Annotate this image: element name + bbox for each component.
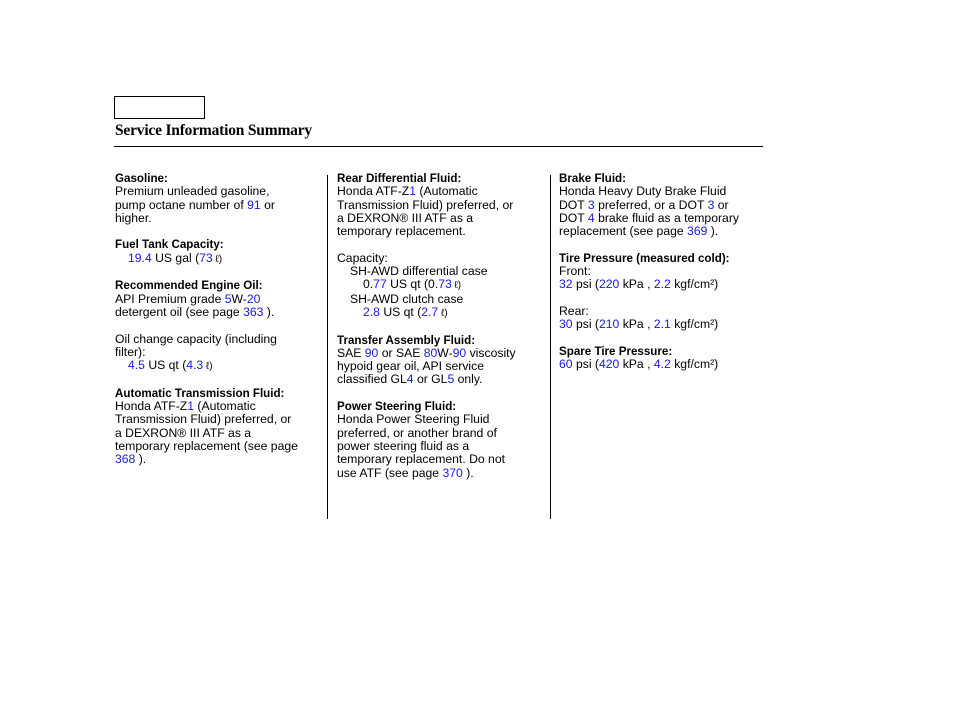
column-1	[115, 172, 323, 480]
text: ).	[135, 452, 147, 467]
column-divider-2	[550, 175, 551, 519]
diff-case-value	[337, 278, 547, 292]
text: only.	[454, 372, 483, 387]
front-kpa: 220	[598, 277, 620, 292]
spare-psi: 60	[559, 357, 573, 372]
text: brake fluid as a temporary	[594, 210, 739, 225]
fuel-tank-heading: Fuel Tank Capacity:	[115, 238, 224, 252]
page-title: Service Information Summary	[115, 122, 312, 139]
rear-diff-line-3: a DEXRON® III ATF as a	[337, 210, 474, 225]
text: 0.	[363, 277, 374, 292]
text: SAE	[337, 345, 365, 360]
gl-2: 5	[447, 372, 455, 387]
text: API Premium grade	[115, 291, 225, 306]
clutch-case-value	[337, 306, 547, 320]
text: kgf/cm²)	[670, 317, 719, 332]
oil-capacity-line-1: Oil change capacity (including	[115, 331, 277, 346]
atf-line-2: Transmission Fluid) preferred, or	[115, 412, 292, 427]
brake-line-3	[559, 212, 764, 225]
brake-section	[559, 172, 764, 238]
page-ref-369[interactable]: 369	[687, 224, 708, 239]
text: psi (	[572, 317, 599, 332]
column-3	[559, 172, 764, 385]
spacer	[115, 319, 323, 332]
text: pump octane number of	[115, 197, 248, 212]
text: (Automatic	[416, 184, 478, 199]
text: classified GL	[337, 372, 407, 387]
column-2	[337, 172, 547, 493]
text: or	[260, 197, 275, 212]
text: (Automatic	[194, 399, 256, 414]
liter-unit: ℓ)	[451, 280, 462, 292]
spare-kgf: 4.2	[653, 357, 671, 372]
text: or GL	[413, 372, 448, 387]
column-divider-1	[327, 175, 328, 519]
spacer	[559, 292, 764, 305]
ps-line-5	[337, 467, 547, 480]
text: use ATF (see page	[337, 465, 443, 480]
page-ref-370[interactable]: 370	[442, 465, 463, 480]
liter-unit: ℓ)	[438, 307, 448, 319]
fuel-tank-gal: 19.4	[128, 250, 152, 265]
oil-qt: 4.5	[128, 358, 145, 373]
rear-kgf: 2.1	[653, 317, 671, 332]
gasoline-heading: Gasoline:	[115, 172, 168, 185]
brake-heading: Brake Fluid:	[559, 172, 626, 185]
text: US qt (	[379, 304, 422, 319]
text: US qt (	[144, 358, 187, 373]
brake-line-2	[559, 199, 764, 212]
diff-case-qt: 77	[373, 277, 387, 292]
ps-line-1: Honda Power Steering Fluid	[337, 412, 490, 427]
text: DOT	[559, 197, 588, 212]
rear-kpa: 210	[598, 317, 620, 332]
atf-line-1	[115, 400, 323, 413]
clutch-case-label: SH-AWD clutch case	[350, 291, 464, 306]
text: or	[714, 197, 729, 212]
text: US qt (0.	[386, 277, 439, 292]
gasoline-section	[115, 172, 323, 225]
fuel-tank-section	[115, 238, 323, 266]
atf-line-5	[115, 453, 323, 466]
gasoline-line-3: higher.	[115, 210, 152, 225]
viscosity-b: 20	[246, 291, 261, 306]
fuel-tank-liters: 73	[199, 250, 213, 265]
text: W-	[437, 345, 453, 360]
text: Honda ATF-Z	[337, 184, 410, 199]
spare-kpa: 420	[598, 357, 620, 372]
text: kPa ,	[619, 357, 654, 372]
power-steering-section	[337, 400, 547, 480]
text: preferred, or a DOT	[594, 197, 708, 212]
rear-pressure	[559, 318, 764, 331]
transfer-heading: Transfer Assembly Fluid:	[337, 333, 476, 347]
spare-section	[559, 345, 764, 372]
spare-heading: Spare Tire Pressure:	[559, 344, 673, 358]
oil-capacity-line-2: filter):	[115, 344, 146, 359]
atf-line-3: a DEXRON® III ATF as a	[115, 425, 252, 440]
atf-z-value: 1	[187, 399, 195, 414]
text: DOT	[559, 210, 588, 225]
text: Honda ATF-Z	[115, 399, 188, 414]
page-ref-363[interactable]: 363	[243, 304, 264, 319]
text: ).	[707, 224, 719, 239]
dot-3: 4	[587, 210, 595, 225]
rear-label: Rear:	[559, 303, 589, 318]
text: kPa ,	[619, 317, 654, 332]
engine-oil-section	[115, 279, 323, 373]
brake-line-1: Honda Heavy Duty Brake Fluid	[559, 184, 727, 199]
rear-diff-capacity-label: Capacity:	[337, 250, 388, 265]
rear-psi: 30	[559, 317, 573, 332]
rear-diff-section	[337, 172, 547, 320]
ps-line-2: preferred, or another brand of	[337, 425, 497, 440]
oil-liters: 4.3	[186, 358, 204, 373]
title-rule	[114, 146, 763, 147]
diff-case-liters: 73	[438, 277, 452, 292]
spare-pressure	[559, 358, 764, 371]
text: psi (	[572, 357, 599, 372]
rear-diff-heading: Rear Differential Fluid:	[337, 172, 462, 185]
text: or SAE	[378, 345, 424, 360]
text: ).	[462, 465, 474, 480]
rear-diff-z-value: 1	[409, 184, 417, 199]
text: kPa ,	[619, 277, 654, 292]
text: US gal (	[151, 250, 200, 265]
gasoline-line-2	[115, 199, 323, 212]
text: replacement (see page	[559, 224, 688, 239]
tire-section	[559, 252, 764, 332]
rear-diff-line-4: temporary replacement.	[337, 224, 466, 239]
oil-capacity-value	[115, 359, 323, 373]
front-pressure	[559, 278, 764, 291]
liter-unit: ℓ)	[203, 361, 213, 373]
front-psi: 32	[559, 277, 573, 292]
viscosity-a: 5	[224, 291, 232, 306]
rear-diff-line-2: Transmission Fluid) preferred, or	[337, 197, 514, 212]
ps-line-4: temporary replacement. Do not	[337, 452, 505, 467]
atf-section	[115, 387, 323, 467]
front-kgf: 2.2	[653, 277, 671, 292]
clutch-case-qt: 2.8	[363, 304, 380, 319]
text: W-	[231, 291, 247, 306]
engine-oil-line-1	[115, 293, 323, 306]
gl-1: 4	[406, 372, 414, 387]
liter-unit: ℓ)	[212, 253, 223, 265]
tire-heading: Tire Pressure (measured cold):	[559, 251, 730, 265]
rear-diff-line-1	[337, 185, 547, 198]
fuel-tank-capacity	[115, 252, 323, 266]
sae-1: 90	[364, 345, 379, 360]
engine-oil-line-2	[115, 306, 323, 319]
text: ).	[263, 304, 275, 319]
atf-line-4: temporary replacement (see page	[115, 438, 298, 453]
transfer-line-3	[337, 373, 547, 386]
brake-line-4	[559, 225, 764, 238]
transfer-section	[337, 334, 547, 387]
gasoline-line-1: Premium unleaded gasoline,	[115, 184, 270, 199]
text: viscosity	[466, 345, 516, 360]
section-tab-box	[114, 96, 205, 119]
power-steering-heading: Power Steering Fluid:	[337, 400, 457, 414]
dot-1: 3	[587, 197, 595, 212]
text: psi (	[572, 277, 599, 292]
text: kgf/cm²)	[670, 357, 719, 372]
engine-oil-heading: Recommended Engine Oil:	[115, 279, 263, 293]
transfer-line-1	[337, 347, 547, 360]
clutch-case-liters: 2.7	[421, 304, 439, 319]
atf-heading: Automatic Transmission Fluid:	[115, 386, 285, 400]
sae-2a: 80	[423, 345, 438, 360]
dot-2: 3	[707, 197, 715, 212]
diff-case-label: SH-AWD differential case	[350, 264, 488, 279]
text: detergent oil (see page	[115, 304, 244, 319]
text: kgf/cm²)	[670, 277, 719, 292]
spacer	[337, 238, 547, 251]
ps-line-3: power steering fluid as a	[337, 438, 470, 453]
front-label: Front:	[559, 264, 591, 279]
transfer-line-2: hypoid gear oil, API service	[337, 359, 485, 374]
octane-value: 91	[247, 197, 261, 212]
page-ref-368[interactable]: 368	[115, 452, 136, 467]
sae-2b: 90	[452, 345, 467, 360]
